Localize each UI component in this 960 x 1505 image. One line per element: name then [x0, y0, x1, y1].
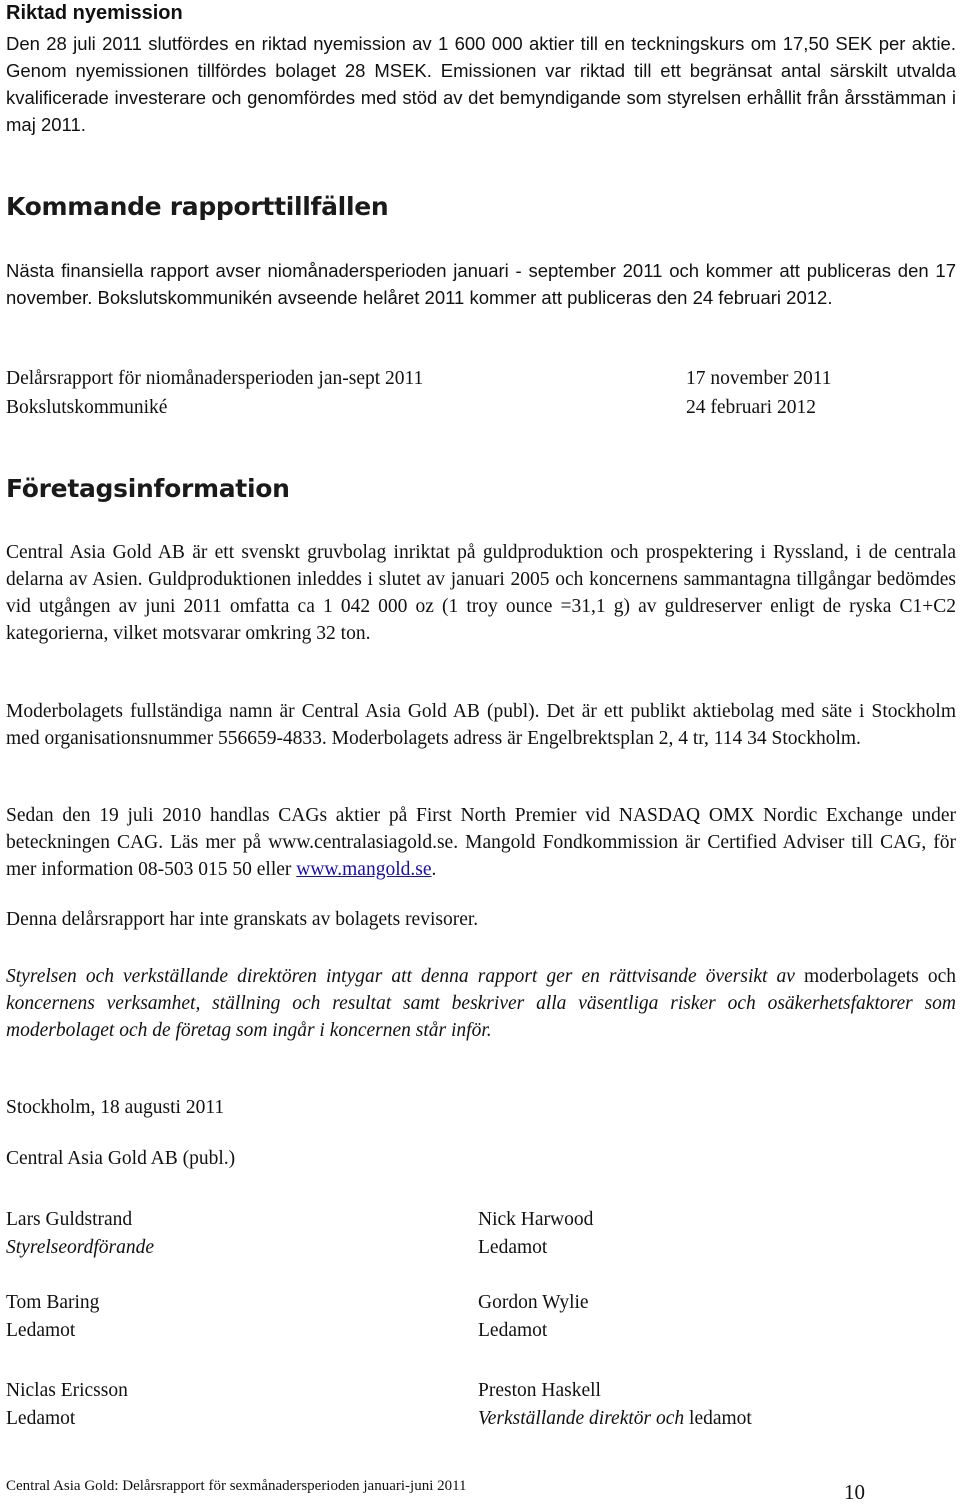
signatory-role — [478, 1405, 752, 1433]
paragraph-trading-info — [6, 802, 956, 883]
company-name: Central Asia Gold AB (publ.) — [6, 1148, 236, 1169]
signatory-role: Styrelseordförande — [6, 1237, 155, 1258]
signature-block — [6, 1206, 154, 1262]
trading-info-end: . — [431, 859, 437, 880]
heading-foretagsinformation: Företagsinformation — [6, 474, 290, 503]
paragraph-riktad-nyemission: Den 28 juli 2011 slutfördes en riktad nyemission av 1 600 000 aktier till en teckningskurs om 17,50 SEK per aktie. Genom nyemissionen tillfördes bolaget 28 MSEK. Emissionen var riktad till ett begränsat antal särskilt utvalda kvalificerade investerare och genomfördes med stöd av det bemyndigande som styrelsen erhållit från årsstämman i maj 2011. — [6, 33, 956, 135]
paragraph-kommande-rapporttillfallen: Nästa finansiella rapport avser niomånadersperioden januari - september 2011 och kommer att publiceras den 17 november. Bokslutskommunikén avseende helåret 2011 kommer att publiceras den 24 februari 2012. — [6, 260, 956, 308]
paragraph-company-description: Central Asia Gold AB är ett svenskt gruvbolag inriktat på guldproduktion och prospektering i Ryssland, i de centrala delarna av Asien. Guldproduktionen inleddes i slutet av januari 2005 och koncernens sammantagna tillgångar bedömdes vid utgången av juni 2011 omfatta ca 1 042 000 oz (1 troy ounce =31,1 g) av guldreserver enligt de ryska C1+C2 kategorierna, vilket motsvarar omkring 32 ton. — [6, 542, 956, 644]
signatory-role: Ledamot — [478, 1237, 548, 1258]
paragraph-board-assurance — [6, 963, 956, 1044]
paragraph-audit-note: Denna delårsrapport har inte granskats av bolagets revisorer. — [6, 909, 479, 930]
heading-riktad-nyemission: Riktad nyemission — [6, 2, 183, 24]
trading-info-text: Sedan den 19 juli 2010 handlas CAGs aktier på First North Premier vid NASDAQ OMX Nordic Exchange under beteckningen CAG. Läs mer på www.centralasiagold.se. Mangold Fondkommission är Certified Adviser till CAG, för mer information 08-503 015 50 eller — [6, 805, 956, 880]
schedule-label: Delårsrapport för niomånadersperioden jan-sept 2011 — [6, 368, 424, 389]
page-footer: Central Asia Gold: Delårsrapport för sexmånadersperioden januari-juni 2011 — [6, 1478, 467, 1494]
signatory-name: Preston Haskell — [478, 1380, 601, 1401]
assurance-text-c: koncernens verksamhet, ställning och resultat samt beskriver alla väsentliga risker och osäkerhetsfaktorer som moderbolaget och de företag som ingår i koncernen står inför. — [6, 993, 956, 1041]
assurance-text-b: moderbolagets och — [803, 966, 956, 987]
signatory-name: Lars Guldstrand — [6, 1209, 133, 1230]
page-number: 10 — [844, 1480, 865, 1504]
schedule-row — [6, 397, 956, 419]
signature-block — [478, 1377, 752, 1433]
signatory-role: Ledamot — [6, 1408, 76, 1429]
signatory-role: Ledamot — [6, 1320, 76, 1341]
assurance-text-a: Styrelsen och verkställande direktören intygar att denna rapport ger en rättvisande översikt av — [6, 966, 804, 987]
role-italic: Verkställande direktör och — [478, 1408, 685, 1429]
signatory-name: Nick Harwood — [478, 1209, 594, 1230]
heading-kommande-rapporttillfallen: Kommande rapporttillfällen — [6, 192, 389, 221]
schedule-row — [6, 368, 956, 390]
schedule-date: 24 februari 2012 — [686, 397, 816, 418]
signatory-name: Tom Baring — [6, 1292, 100, 1313]
place-date: Stockholm, 18 augusti 2011 — [6, 1097, 225, 1118]
role-rest: ledamot — [684, 1408, 752, 1429]
signatory-name: Gordon Wylie — [478, 1292, 589, 1313]
schedule-date: 17 november 2011 — [686, 368, 832, 389]
signatory-role: Ledamot — [478, 1320, 548, 1341]
signature-block — [6, 1289, 99, 1345]
signatory-name: Niclas Ericsson — [6, 1380, 128, 1401]
signature-block — [478, 1206, 593, 1262]
signature-block — [6, 1377, 128, 1433]
paragraph-parent-company: Moderbolagets fullständiga namn är Central Asia Gold AB (publ). Det är ett publikt aktiebolag med säte i Stockholm med organisationsnummer 556659-4833. Moderbolagets adress är Engelbrektsplan 2, 4 tr, 114 34 Stockholm. — [6, 701, 956, 749]
mangold-link[interactable]: www.mangold.se — [296, 859, 432, 880]
signature-block — [478, 1289, 589, 1345]
schedule-label: Bokslutskommuniké — [6, 397, 168, 418]
